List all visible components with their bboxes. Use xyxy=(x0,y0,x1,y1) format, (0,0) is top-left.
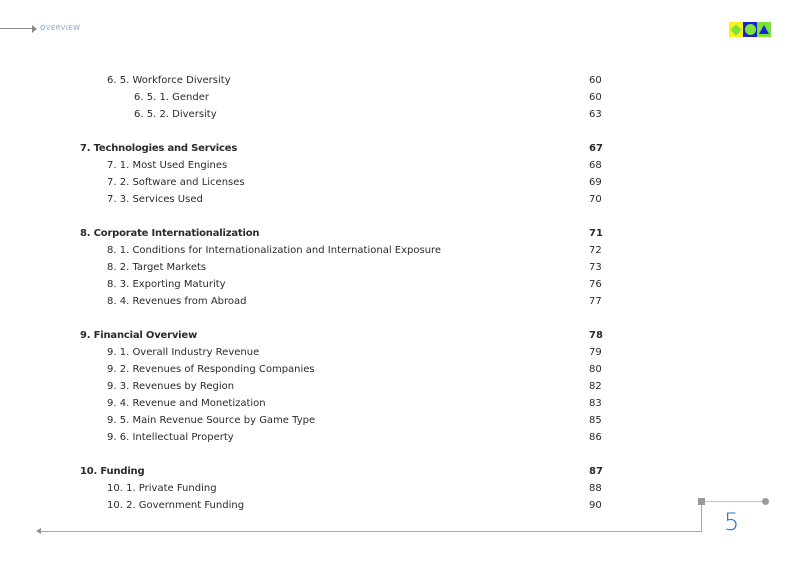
toc-entry-page: 60 xyxy=(589,75,602,86)
toc-entry-page: 82 xyxy=(589,381,602,392)
toc-entry[interactable] xyxy=(0,191,800,208)
toc-entry[interactable] xyxy=(0,242,800,259)
footer-connector xyxy=(701,501,702,532)
toc-section-page: 67 xyxy=(589,143,603,154)
toc-entry[interactable] xyxy=(0,378,800,395)
logo-tile-circle xyxy=(743,22,757,37)
toc-entry-label: 6. 5. 1. Gender xyxy=(134,92,210,103)
toc-entry[interactable] xyxy=(0,259,800,276)
toc-section-page: 71 xyxy=(589,228,603,239)
toc-entry-page: 69 xyxy=(589,177,602,188)
toc-entry-page: 79 xyxy=(589,347,602,358)
toc-entry[interactable] xyxy=(0,276,800,293)
toc-entry-page: 90 xyxy=(589,500,602,511)
toc-entry[interactable] xyxy=(0,72,800,89)
toc-entry-label: 7. 3. Services Used xyxy=(107,194,203,205)
toc-entry-label: 9. 3. Revenues by Region xyxy=(107,381,235,392)
toc-entry[interactable] xyxy=(0,412,800,429)
circle-icon xyxy=(745,24,756,35)
toc-entry[interactable] xyxy=(0,361,800,378)
toc-entry-label: 6. 5. Workforce Diversity xyxy=(107,75,231,86)
toc-entry-label: 8. 2. Target Markets xyxy=(107,262,207,273)
toc-entry-label: 9. 2. Revenues of Responding Companies xyxy=(107,364,315,375)
toc-entry-page: 80 xyxy=(589,364,602,375)
toc-entry-page: 60 xyxy=(589,92,602,103)
toc-section-page: 78 xyxy=(589,330,603,341)
toc-entry-page: 83 xyxy=(589,398,602,409)
toc-entry-page: 77 xyxy=(589,296,602,307)
toc-section-label: 7. Technologies and Services xyxy=(80,143,238,154)
toc-entry-page: 88 xyxy=(589,483,602,494)
logo xyxy=(729,22,771,37)
toc-entry-label: 8. 3. Exporting Maturity xyxy=(107,279,226,290)
toc-entry[interactable] xyxy=(0,293,800,310)
triangle-icon xyxy=(759,25,769,34)
toc-entry-page: 63 xyxy=(589,109,602,120)
toc-entry-label: 9. 6. Intellectual Property xyxy=(107,432,234,443)
toc-entry-page: 85 xyxy=(589,415,602,426)
toc-entry[interactable] xyxy=(0,89,800,106)
logo-tile-diamond xyxy=(729,22,743,37)
logo-tile-triangle xyxy=(757,22,771,37)
toc-entry-page: 72 xyxy=(589,245,602,256)
toc-entry-page: 86 xyxy=(589,432,602,443)
toc-section[interactable] xyxy=(0,463,800,480)
toc-entry[interactable] xyxy=(0,174,800,191)
toc-section-label: 10. Funding xyxy=(80,466,145,477)
toc-section[interactable] xyxy=(0,225,800,242)
toc-entry[interactable] xyxy=(0,106,800,123)
toc-entry-label: 7. 1. Most Used Engines xyxy=(107,160,228,171)
toc-entry[interactable] xyxy=(0,157,800,174)
toc-entry-page: 76 xyxy=(589,279,602,290)
toc-entry[interactable] xyxy=(0,395,800,412)
toc-entry-label: 9. 1. Overall Industry Revenue xyxy=(107,347,260,358)
toc-entry-label: 10. 1. Private Funding xyxy=(107,483,217,494)
toc-entry[interactable] xyxy=(0,344,800,361)
toc-entry-page: 70 xyxy=(589,194,602,205)
toc-section-page: 87 xyxy=(589,466,603,477)
toc-entry[interactable] xyxy=(0,429,800,446)
toc-entry-label: 10. 2. Government Funding xyxy=(107,500,245,511)
toc-entry-label: 6. 5. 2. Diversity xyxy=(134,109,217,120)
toc-entry-page: 68 xyxy=(589,160,602,171)
toc-entry-label: 7. 2. Software and Licenses xyxy=(107,177,245,188)
diamond-icon xyxy=(730,24,741,35)
footer-page-rule xyxy=(705,501,765,502)
toc-entry[interactable] xyxy=(0,497,800,514)
toc-entry-label: 9. 5. Main Revenue Source by Game Type xyxy=(107,415,316,426)
toc-section-label: 8. Corporate Internationalization xyxy=(80,228,260,239)
toc-entry-page: 73 xyxy=(589,262,602,273)
toc-section-label: 9. Financial Overview xyxy=(80,330,197,341)
toc-entry[interactable] xyxy=(0,480,800,497)
footer-rule xyxy=(40,531,702,532)
arrow-right-icon xyxy=(32,25,37,33)
page-number: 5 xyxy=(724,508,740,536)
toc-entry-label: 9. 4. Revenue and Monetization xyxy=(107,398,266,409)
square-node-icon xyxy=(698,498,705,505)
circle-node-icon xyxy=(762,498,769,505)
toc-entry-label: 8. 1. Conditions for Internationalization and International Exposure xyxy=(107,245,442,256)
toc-section[interactable] xyxy=(0,140,800,157)
toc-entry-label: 8. 4. Revenues from Abroad xyxy=(107,296,247,307)
toc-section[interactable] xyxy=(0,327,800,344)
section-title: OVERVIEW xyxy=(40,24,81,32)
header-rule xyxy=(0,28,32,29)
